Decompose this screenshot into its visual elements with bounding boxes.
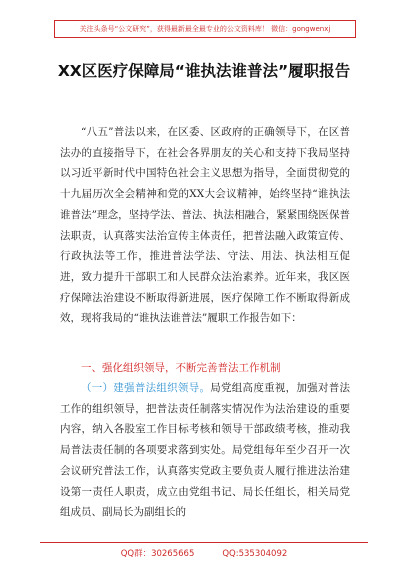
intro-paragraph: “八五”普法以来，在区委、区政府的正确领导下，在区普法办的直接指导下，在社会各界朋友的关心和支持下我局坚持以习近平新时代中国特色社会主义思想为指导，全面贯彻党的十九届历次全会精神和党的XX大会议精神，始终坚持“谁执法谁普法”理念，坚持学法、普法、执法相融合，紧紧围绕医保普法职责，认真落实法治宣传主体责任，把普法融入政策宣传、行政执法等工作，推进普法学法、守法、用法、执法相互促进，致力提升干部职工和人民群众法治素养。近年来，我区医疗保障法治建设不断取得新进展，医疗保障工作不断取得新成效，现将我局的“谁执法谁普法”履职工作报告如下：: [60, 126, 350, 325]
header-banner: 关注头条号“公文研究”，获得最新最全最专业的公文资料库！ 微信：gongwenxj: [54, 20, 356, 38]
footer-qq: QQ:535304092: [222, 549, 288, 559]
subsection-heading: （一）建强普法组织领导。: [81, 382, 211, 394]
subsection-body: 局党组高度重视，加强对普法工作的组织领导，把普法责任制落实情况作为法治建设的重要内容，纳入各股室工作目标考核和领导干部政绩考核，推动我局普法责任制的各项要求落到实处。局党组每年至少召开一次会议研究普法工作，认真落实党政主要负责人履行推进法治建设第一责任人职责，成立由党组书记、局长任组长，相关局党组成员、副局长为副组长的: [60, 382, 350, 519]
subsection-paragraph: [60, 378, 350, 523]
footer: [0, 547, 408, 559]
section-heading: 一、强化组织领导，不断完善普法工作机制: [81, 362, 281, 374]
footer-qq-group: QQ群：30265665: [120, 549, 195, 559]
document-title: XX区医疗保障局“谁执法谁普法”履职报告: [57, 62, 351, 80]
footer-divider: [40, 542, 368, 543]
